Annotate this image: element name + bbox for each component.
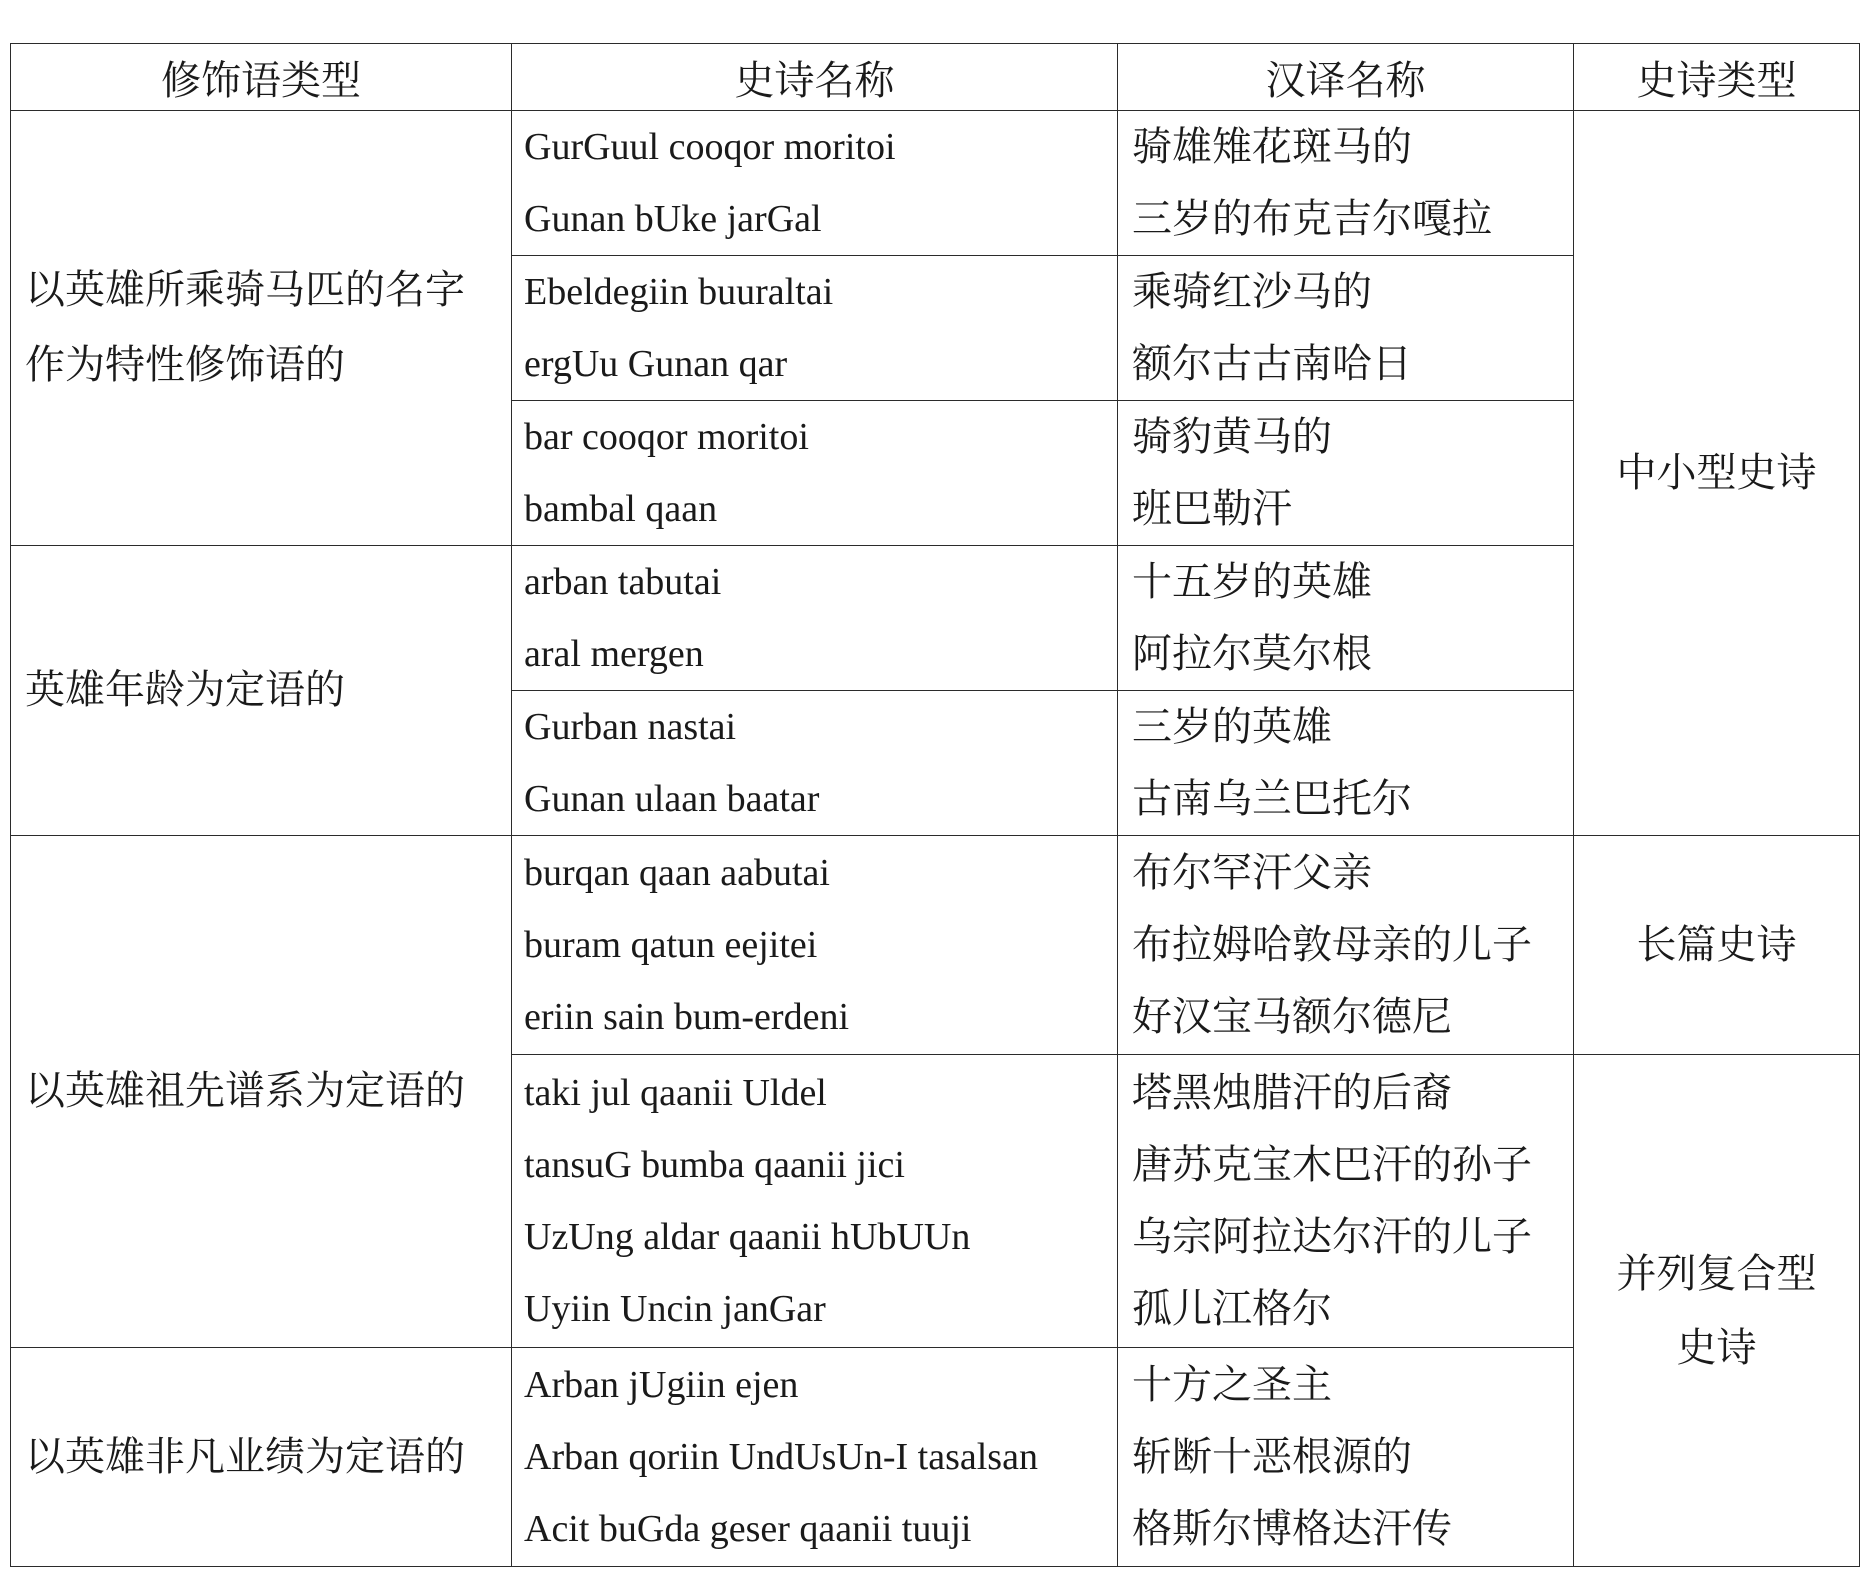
header-epic-type: 史诗类型 bbox=[1574, 44, 1860, 111]
modifier-type-cell: 以英雄祖先谱系为定语的 bbox=[11, 836, 512, 1348]
epic-modifier-table bbox=[10, 43, 1860, 1567]
chinese-name-cell: 塔黑烛腊汗的后裔 唐苏克宝木巴汗的孙子 乌宗阿拉达尔汗的儿子 孤儿江格尔 bbox=[1118, 1055, 1574, 1348]
chinese-name-cell: 三岁的英雄 古南乌兰巴托尔 bbox=[1118, 691, 1574, 836]
epic-name-cell: Arban jUgiin ejen Arban qoriin UndUsUn-I tasalsan Acit buGda geser qaanii tuuji bbox=[512, 1348, 1118, 1567]
modifier-type-cell: 以英雄非凡业绩为定语的 bbox=[11, 1348, 512, 1567]
chinese-name-cell: 布尔罕汗父亲 布拉姆哈敦母亲的儿子 好汉宝马额尔德尼 bbox=[1118, 836, 1574, 1055]
header-modifier-type: 修饰语类型 bbox=[11, 44, 512, 111]
epic-type-cell-long: 长篇史诗 bbox=[1574, 836, 1860, 1055]
header-row bbox=[11, 44, 1860, 111]
header-chinese-name: 汉译名称 bbox=[1118, 44, 1574, 111]
chinese-name-cell: 十五岁的英雄 阿拉尔莫尔根 bbox=[1118, 546, 1574, 691]
chinese-name-cell: 乘骑红沙马的 额尔古古南哈日 bbox=[1118, 256, 1574, 401]
epic-type-cell-parallel-compound: 并列复合型 史诗 bbox=[1574, 1055, 1860, 1567]
header-epic-name: 史诗名称 bbox=[512, 44, 1118, 111]
epic-name-cell: taki jul qaanii Uldel tansuG bumba qaanii jici UzUng aldar qaanii hUbUUn Uyiin Uncin janGar bbox=[512, 1055, 1118, 1348]
modifier-type-cell: 英雄年龄为定语的 bbox=[11, 546, 512, 836]
epic-name-cell: GurGuul cooqor moritoi Gunan bUke jarGal bbox=[512, 111, 1118, 256]
chinese-name-cell: 骑豹黄马的 班巴勒汗 bbox=[1118, 401, 1574, 546]
table-row bbox=[11, 836, 1860, 1055]
table-row bbox=[11, 111, 1860, 256]
modifier-type-cell: 以英雄所乘骑马匹的名字 作为特性修饰语的 bbox=[11, 111, 512, 546]
chinese-name-cell: 骑雄雉花斑马的 三岁的布克吉尔嘎拉 bbox=[1118, 111, 1574, 256]
epic-name-cell: arban tabutai aral mergen bbox=[512, 546, 1118, 691]
epic-name-cell: Gurban nastai Gunan ulaan baatar bbox=[512, 691, 1118, 836]
chinese-name-cell: 十方之圣主 斩断十恶根源的 格斯尔博格达汗传 bbox=[1118, 1348, 1574, 1567]
epic-name-cell: burqan qaan aabutai buram qatun eejitei eriin sain bum-erdeni bbox=[512, 836, 1118, 1055]
epic-name-cell: Ebeldegiin buuraltai ergUu Gunan qar bbox=[512, 256, 1118, 401]
epic-name-cell: bar cooqor moritoi bambal qaan bbox=[512, 401, 1118, 546]
epic-type-cell-small-medium: 中小型史诗 bbox=[1574, 111, 1860, 836]
